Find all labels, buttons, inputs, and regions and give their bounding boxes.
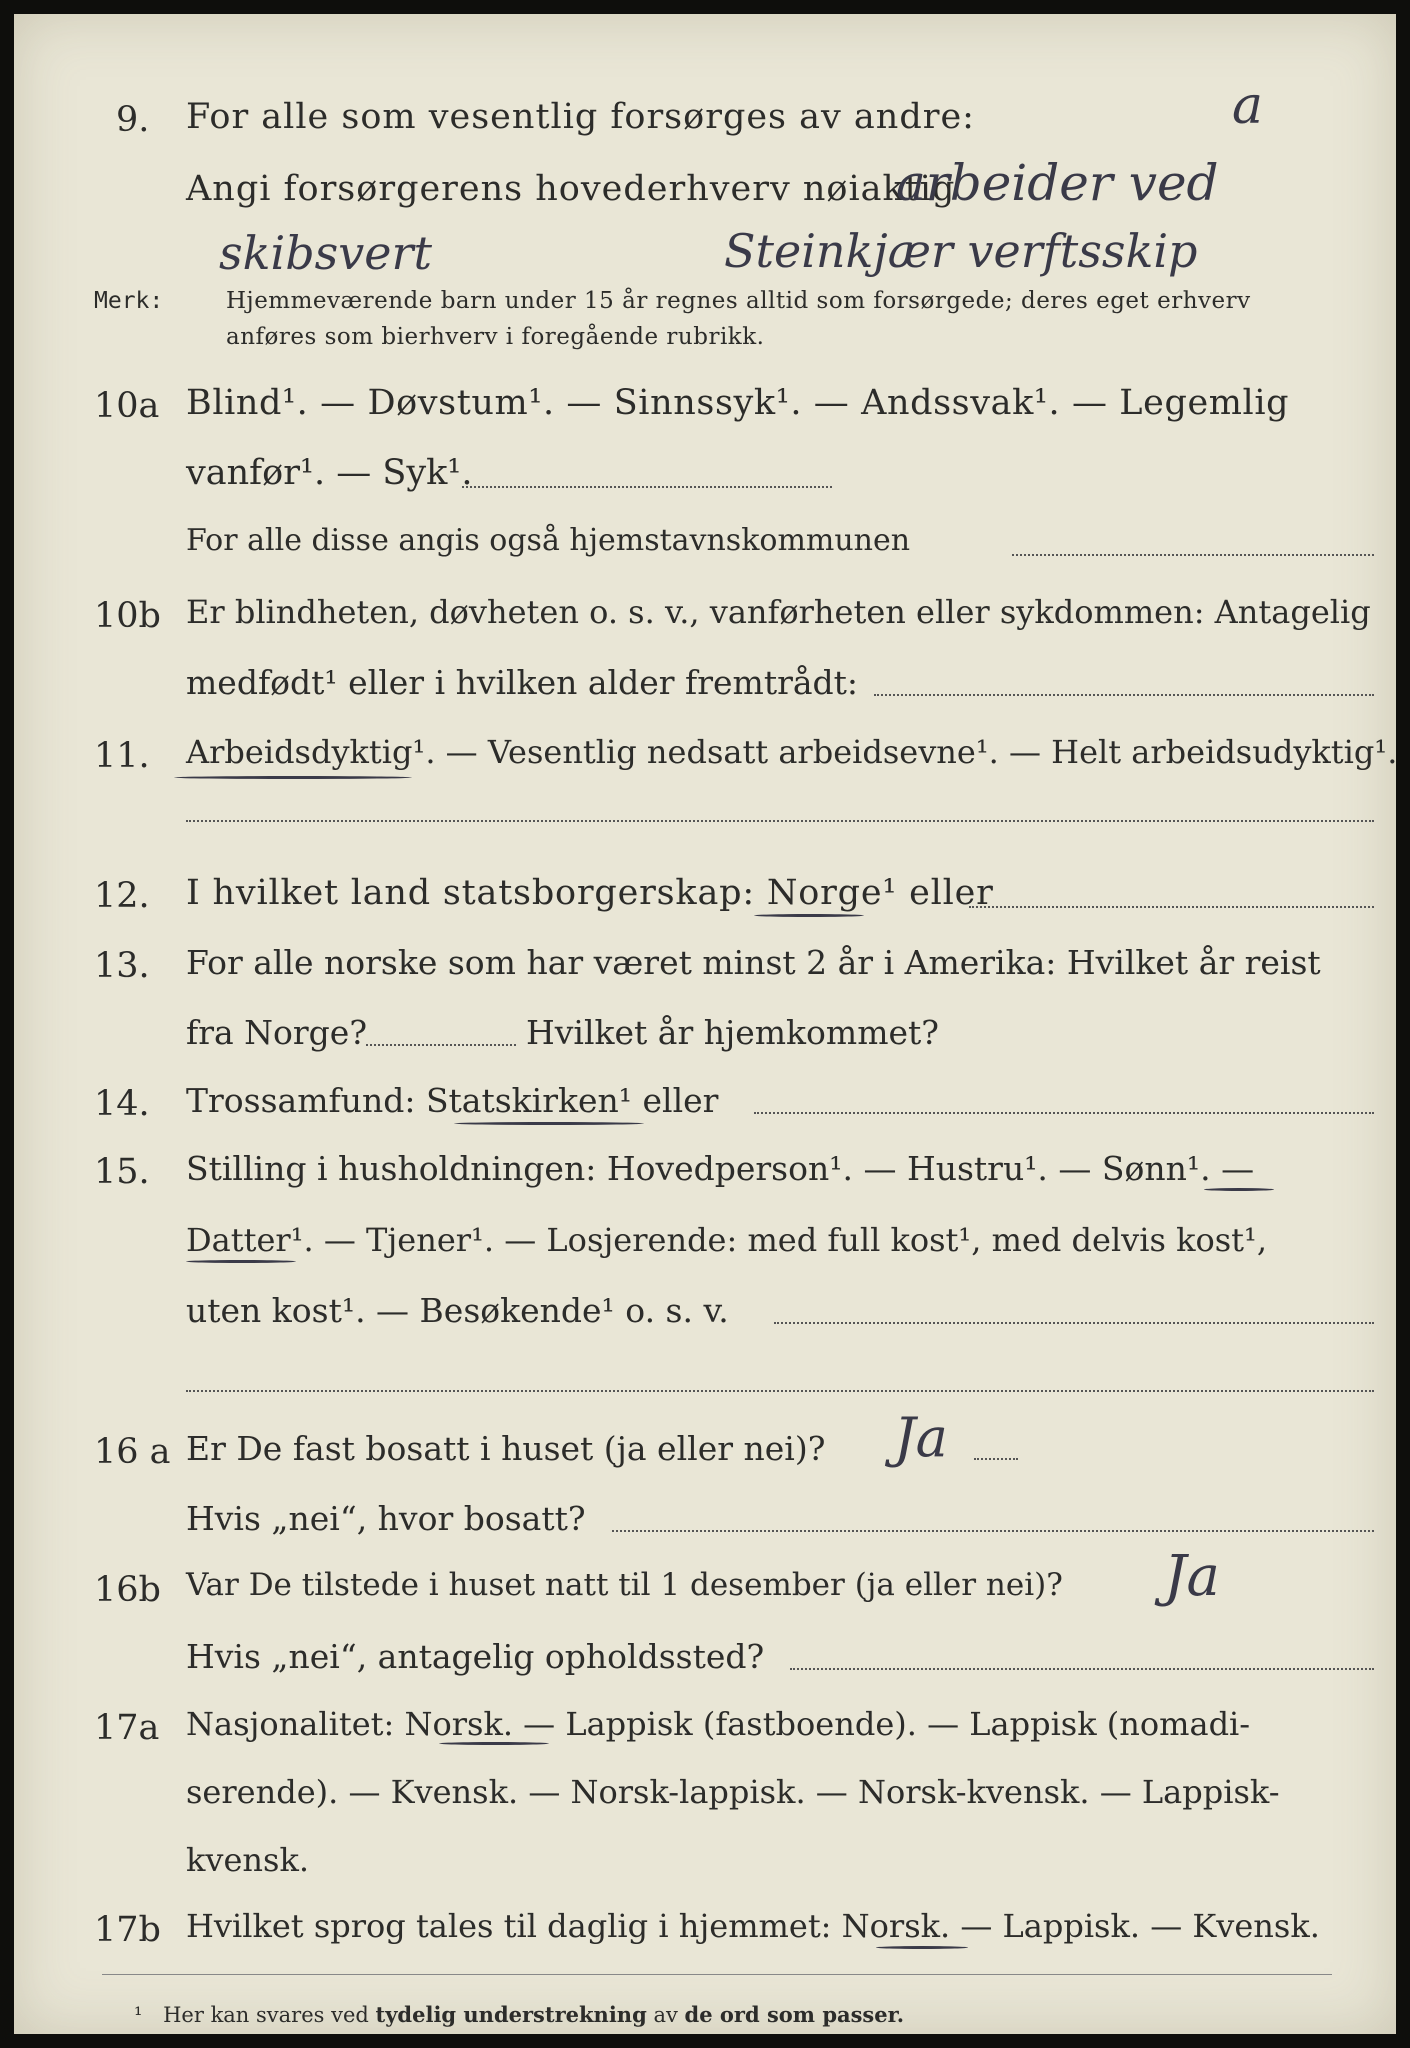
q16a-fill-line — [612, 1530, 1374, 1532]
q10a-kommune-fill-line — [1012, 554, 1374, 556]
q12-underline-mark — [754, 914, 864, 917]
q10a-line3: For alle disse angis også hjemstavnskommunen — [186, 523, 911, 558]
footnote-text-bold2: de ord som passer. — [684, 2002, 905, 2027]
q9-line1: For alle som vesentlig forsørges av andre: — [186, 97, 975, 137]
q9-line2: Angi forsørgerens hovederhverv nøiaktig — [186, 169, 956, 209]
footnote-text-mid: av — [653, 2003, 678, 2027]
q16a-line2: Hvis „nei“, hvor bosatt? — [186, 1499, 586, 1538]
q16b-number: 16b — [94, 1570, 161, 1610]
footnote-text-start: Her kan svares ved — [163, 2003, 369, 2027]
q10a-line2: vanfør¹. — Syk¹. — [186, 453, 473, 493]
footnote-divider — [102, 1974, 1332, 1975]
q11-line1: Arbeidsdyktig¹. — Vesentlig nedsatt arbeidsevne¹. — Helt arbeidsudyktig¹. — [186, 733, 1398, 771]
q10b-number: 10b — [94, 596, 161, 636]
q9-answer-line3: Steinkjær verftsskip — [724, 224, 1198, 278]
q14-number: 14. — [94, 1084, 150, 1124]
q14-underline-mark — [454, 1122, 644, 1125]
q14-fill-line — [754, 1112, 1374, 1114]
q17a-underline-mark — [439, 1742, 549, 1745]
q17b-underline-mark — [876, 1946, 968, 1949]
q17b-line1: Hvilket sprog tales til daglig i hjemmet: Norsk. — Lappisk. — Kvensk. — [186, 1907, 1320, 1945]
q17a-line2: serende). — Kvensk. — Norsk-lappisk. — Norsk-kvensk. — Lappisk- — [186, 1773, 1280, 1811]
q16a-answer: Ja — [894, 1406, 948, 1469]
q9-answer-line1: arbeider ved — [896, 154, 1219, 212]
merk-line1: Hjemmeværende barn under 15 år regnes alltid som forsørgede; deres eget erhverv — [226, 288, 1251, 314]
q17a-line3: kvensk. — [186, 1841, 309, 1879]
footnote-text-bold: tydelig understrekning — [375, 2002, 647, 2027]
q16b-fill-line — [790, 1668, 1374, 1670]
q10b-line1: Er blindheten, døvheten o. s. v., vanførheten eller sykdommen: Antagelig — [186, 593, 1371, 631]
q9-answer-line2: skibsvert — [219, 226, 432, 280]
q13-line1: For alle norske som har været minst 2 år i Amerika: Hvilket år reist — [186, 943, 1321, 982]
q13-number: 13. — [94, 946, 150, 986]
q12-line1: I hvilket land statsborgerskap: Norge¹ eller — [186, 873, 994, 913]
q10a-line1: Blind¹. — Døvstum¹. — Sinnssyk¹. — Andssvak¹. — Legemlig — [186, 383, 1290, 423]
q10a-fill-line — [462, 486, 832, 488]
q17a-number: 17a — [94, 1708, 160, 1748]
q15-fill-line — [774, 1322, 1374, 1324]
q15-line2: Datter¹. — Tjener¹. — Losjerende: med full kost¹, med delvis kost¹, — [186, 1221, 1268, 1259]
merk-line2: anføres som bierhverv i foregående rubrikk. — [226, 324, 765, 350]
q11-fill-line — [186, 820, 1374, 822]
q15-fill-line-2 — [186, 1390, 1374, 1392]
q10b-fill-line — [874, 694, 1374, 696]
q16b-line2: Hvis „nei“, antagelig opholdssted? — [186, 1637, 765, 1676]
q15-sonn-underline-mark — [1204, 1188, 1274, 1191]
q11-number: 11. — [94, 736, 150, 776]
q9-answer-mark: a — [1232, 76, 1264, 136]
q9-number: 9. — [116, 100, 150, 140]
q15-line3: uten kost¹. — Besøkende¹ o. s. v. — [186, 1291, 729, 1330]
q13-line2b: Hvilket år hjemkommet? — [526, 1013, 939, 1052]
q16a-number: 16 a — [94, 1432, 171, 1472]
footnote-mark: ¹ — [134, 2003, 143, 2027]
q16a-answer-fill-line — [974, 1458, 1018, 1460]
q16a-line1: Er De fast bosatt i huset (ja eller nei)? — [186, 1429, 826, 1468]
q13-line2a: fra Norge? — [186, 1013, 368, 1052]
q16b-line1: Var De tilstede i huset natt til 1 desember (ja eller nei)? — [186, 1567, 1063, 1603]
q17a-line1: Nasjonalitet: Norsk. — Lappisk (fastboende). — Lappisk (nomadi- — [186, 1705, 1251, 1743]
footnote — [134, 2002, 904, 2027]
q10b-line2: medfødt¹ eller i hvilken alder fremtrådt: — [186, 663, 859, 702]
q12-fill-line — [969, 906, 1374, 908]
census-form-page — [14, 14, 1396, 2034]
q12-number: 12. — [94, 876, 150, 916]
q16b-answer: Ja — [1164, 1544, 1220, 1609]
merk-label: Merk: — [94, 288, 164, 314]
q15-number: 15. — [94, 1152, 150, 1192]
q11-underline-mark — [174, 776, 412, 779]
q15-datter-underline-mark — [186, 1260, 296, 1263]
q13-reist-fill-line — [366, 1044, 516, 1046]
q15-line1: Stilling i husholdningen: Hovedperson¹. — Hustru¹. — Sønn¹. — — [186, 1149, 1255, 1188]
q17b-number: 17b — [94, 1910, 161, 1950]
q10a-number: 10a — [94, 386, 160, 426]
q14-line1: Trossamfund: Statskirken¹ eller — [186, 1081, 719, 1120]
